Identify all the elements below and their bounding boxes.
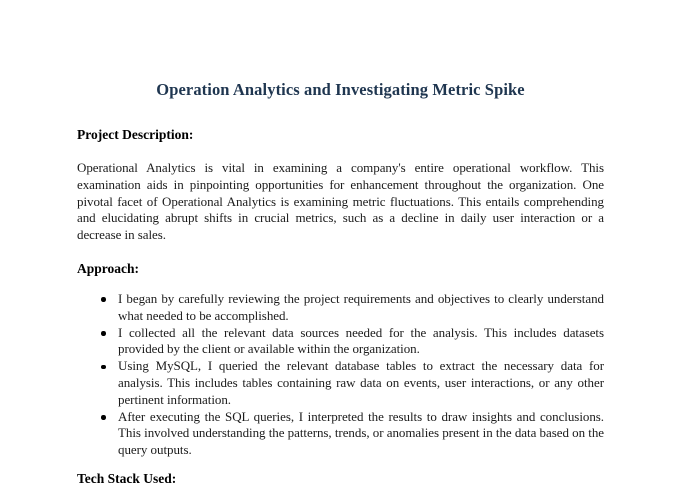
list-item-text: After executing the SQL queries, I interpreted the results to draw insights and conclusions. This involved understanding the patterns, trends, or anomalies present in the data based on the query outputs. [118,408,604,458]
list-item [77,291,604,325]
bullet-icon [101,365,106,370]
bullet-icon [101,415,106,420]
project-description-paragraph: Operational Analytics is vital in examining a company's entire operational workflow. This examination aids in pinpointing opportunities for enhancement throughout the organization. One pivotal facet of Operational Analytics is examining metric fluctuations. This entails comprehending and elucidating abrupt shifts in crucial metrics, such as a decline in daily user interaction or a decrease in sales. [77,160,604,243]
document-title: Operation Analytics and Investigating Metric Spike [156,80,525,99]
bullet-icon [101,297,106,302]
list-item [77,358,604,408]
list-item-text: I collected all the relevant data sources needed for the analysis. This includes datasets provided by the client or available within the organization. [118,324,604,357]
section-heading-project-description: Project Description: [77,127,194,142]
list-item-text: I began by carefully reviewing the project requirements and objectives to clearly understand what needed to be accomplished. [118,290,604,323]
approach-bullet-list [77,291,604,459]
list-item [77,325,604,359]
bullet-icon [101,331,106,336]
section-heading-approach: Approach: [77,260,140,276]
section-heading-tech-stack: Tech Stack Used: [77,470,177,486]
list-item [77,409,604,459]
list-item-text: Using MySQL, I queried the relevant database tables to extract the necessary data for analysis. This includes tables containing raw data on events, user interactions, or any other pertinent information. [118,358,604,407]
